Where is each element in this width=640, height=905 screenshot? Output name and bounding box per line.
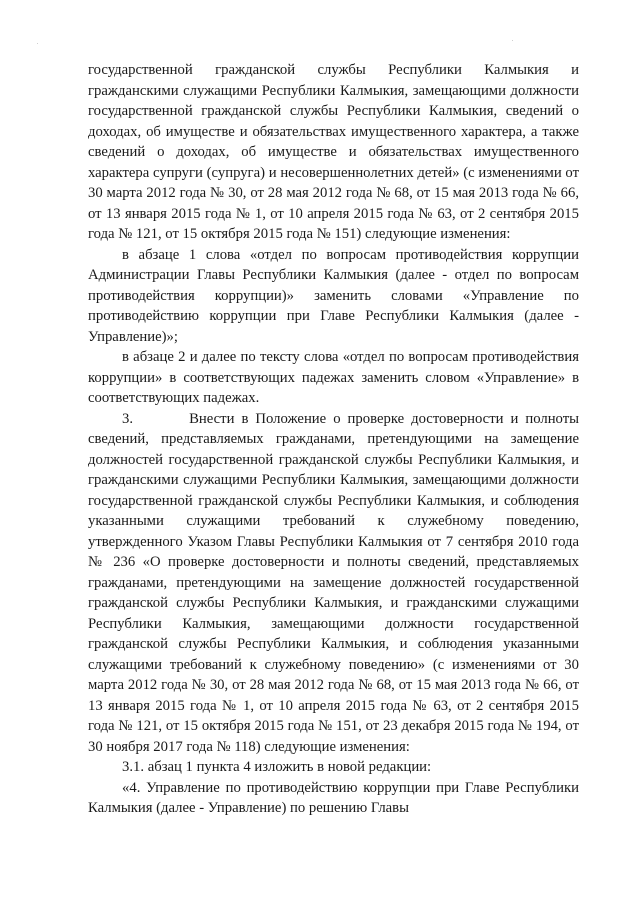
document-body [88,60,583,819]
paragraph-abzac-1: в абзаце 1 слова «отдел по вопросам противодействия коррупции Администрации Главы Республики Калмыкия (далее - отдел по вопросам противодействия коррупции)» заменить словами «Управление по противодействию коррупции при Главе Республики Калмыкия (далее - Управление)»; [88,246,579,345]
paragraph-continuation: государственной гражданской службы Республики Калмыкия и гражданскими служащими Республики Калмыкия, замещающими должности государственной гражданской службы Республики Калмыкия, сведений о доходах, об имуществе и обязательствах имущественного характера, а также сведений о доходах, об имуществе и обязательствах имущественного характера супруги (супруга) и несовершеннолетних детей» (с изменениями от 30 марта 2012 года № 30, от 28 мая 2012 года № 68, от 15 мая 2013 года № 66, от 13 января 2015 года № 1, от 10 апреля 2015 года № 63, от 2 сентября 2015 года № 121, от 15 октября 2015 года № 151) следующие изменения: [88,62,579,242]
paragraph-item-3-1: 3.1. абзац 1 пункта 4 изложить в новой редакции: [122,759,432,775]
paragraph-item-4-quote: «4. Управление по противодействию коррупции при Главе Республики Калмыкия (далее - Управление) по решению Главы [88,779,579,816]
paragraph-abzac-2: в абзаце 2 и далее по тексту слова «отдел по вопросам противодействия коррупции» в соответствующих падежах заменить словом «Управление» в соответствующих падежах. [88,349,579,406]
scan-dot [37,43,38,44]
paragraph-item-3: 3. Внести в Положение о проверке достоверности и полноты сведений, представляемых гражданами, претендующими на замещение должностей государственной гражданской службы Республики Калмыкия, и гражданскими служащими Республики Калмыкия, замещающими должности государственной гражданской службы Республики Калмыкия, и соблюдения указанными служащими требований к служебному поведению, утвержденного Указом Главы Республики Калмыкия от 7 сентября 2010 года № 236 «О проверке достоверности и полноты сведений, представляемых гражданами, претендующими на замещение должностей государственной гражданской службы Республики Калмыкия, и гражданскими служащими Республики Калмыкия, замещающими должности государственной гражданской службы Республики Калмыкия, и соблюдения указанными служащими требований к служебному поведению» (с изменениями от 30 марта 2012 года № 30, от 28 мая 2012 года № 68, от 15 мая 2013 года № 66, от 13 января 2015 года № 1, от 10 апреля 2015 года № 63, от 2 сентября 2015 года № 121, от 15 октября 2015 года № 151, от 23 декабря 2015 года № 194, от 30 ноября 2017 года № 118) следующие изменения: [88,410,583,755]
scan-dot [512,40,513,41]
